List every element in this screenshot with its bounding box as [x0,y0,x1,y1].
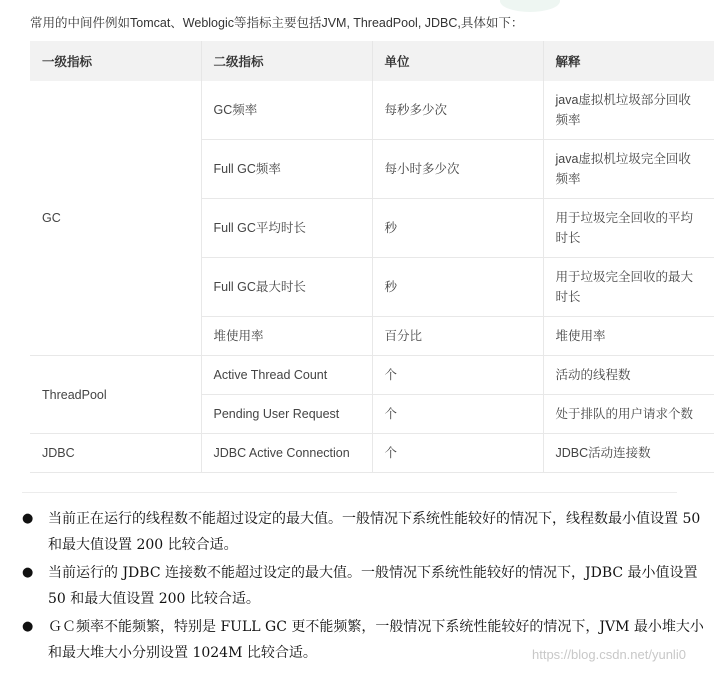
cell-unit: 个 [372,356,543,395]
group-threadpool: ThreadPool [30,356,201,434]
cell-metric: 堆使用率 [201,317,372,356]
header-secondary-metric: 二级指标 [201,41,372,81]
table-row [30,434,714,473]
divider [22,492,677,493]
cell-description: 用于垃圾完全回收的最大时长 [543,258,714,317]
cell-description: 堆使用率 [543,317,714,356]
cell-unit: 秒 [372,199,543,258]
cell-metric: Pending User Request [201,395,372,434]
bullet-icon: ● [22,511,34,526]
cell-unit: 每小时多少次 [372,140,543,199]
note-text: ＧＣ频率不能频繁，特别是 FULL GC 更不能频繁，一般情况下系统性能较好的情况下，JVM 最小堆大小和最大堆大小分别设置 1024M 比较合适。 [48,619,704,661]
header-primary-metric: 一级指标 [30,41,201,81]
table-header-row [30,41,714,81]
note-text: 当前运行的 JDBC 连接数不能超过设定的最大值。一般情况下系统性能较好的情况下，JDBC 最小值设置 50 和最大值设置 200 比较合适。 [48,565,698,607]
header-unit: 单位 [372,41,543,81]
bullet-icon: ● [22,565,34,580]
cell-unit: 秒 [372,258,543,317]
cell-unit: 每秒多少次 [372,81,543,140]
cell-metric: Full GC频率 [201,140,372,199]
cell-metric: Active Thread Count [201,356,372,395]
cell-unit: 个 [372,434,543,473]
notes-list [22,506,712,668]
cell-unit: 个 [372,395,543,434]
list-item [22,506,712,558]
cell-description: 活动的线程数 [543,356,714,395]
cell-description: java虚拟机垃圾部分回收频率 [543,81,714,140]
group-gc: GC [30,81,201,356]
cell-metric: GC频率 [201,81,372,140]
note-text: 当前正在运行的线程数不能超过设定的最大值。一般情况下系统性能较好的情况下，线程数最小值设置 50 和最大值设置 200 比较合适。 [48,511,701,553]
cell-description: java虚拟机垃圾完全回收频率 [543,140,714,199]
header-description: 解释 [543,41,714,81]
watermark-url: https://blog.csdn.net/yunli0 [532,647,686,662]
list-item [22,560,712,612]
cell-metric: Full GC平均时长 [201,199,372,258]
cell-description: 用于垃圾完全回收的平均时长 [543,199,714,258]
cell-metric: Full GC最大时长 [201,258,372,317]
table-row [30,356,714,395]
bullet-icon: ● [22,619,34,634]
intro-text: 常用的中间件例如Tomcat、Weblogic等指标主要包括JVM, ThreadPool, JDBC,具体如下： [30,16,524,30]
cell-description: 处于排队的用户请求个数 [543,395,714,434]
cell-metric: JDBC Active Connection [201,434,372,473]
decorative-shape [500,0,560,12]
table-row [30,81,714,140]
group-jdbc: JDBC [30,434,201,473]
cell-description: JDBC活动连接数 [543,434,714,473]
metrics-table [30,41,714,473]
cell-unit: 百分比 [372,317,543,356]
